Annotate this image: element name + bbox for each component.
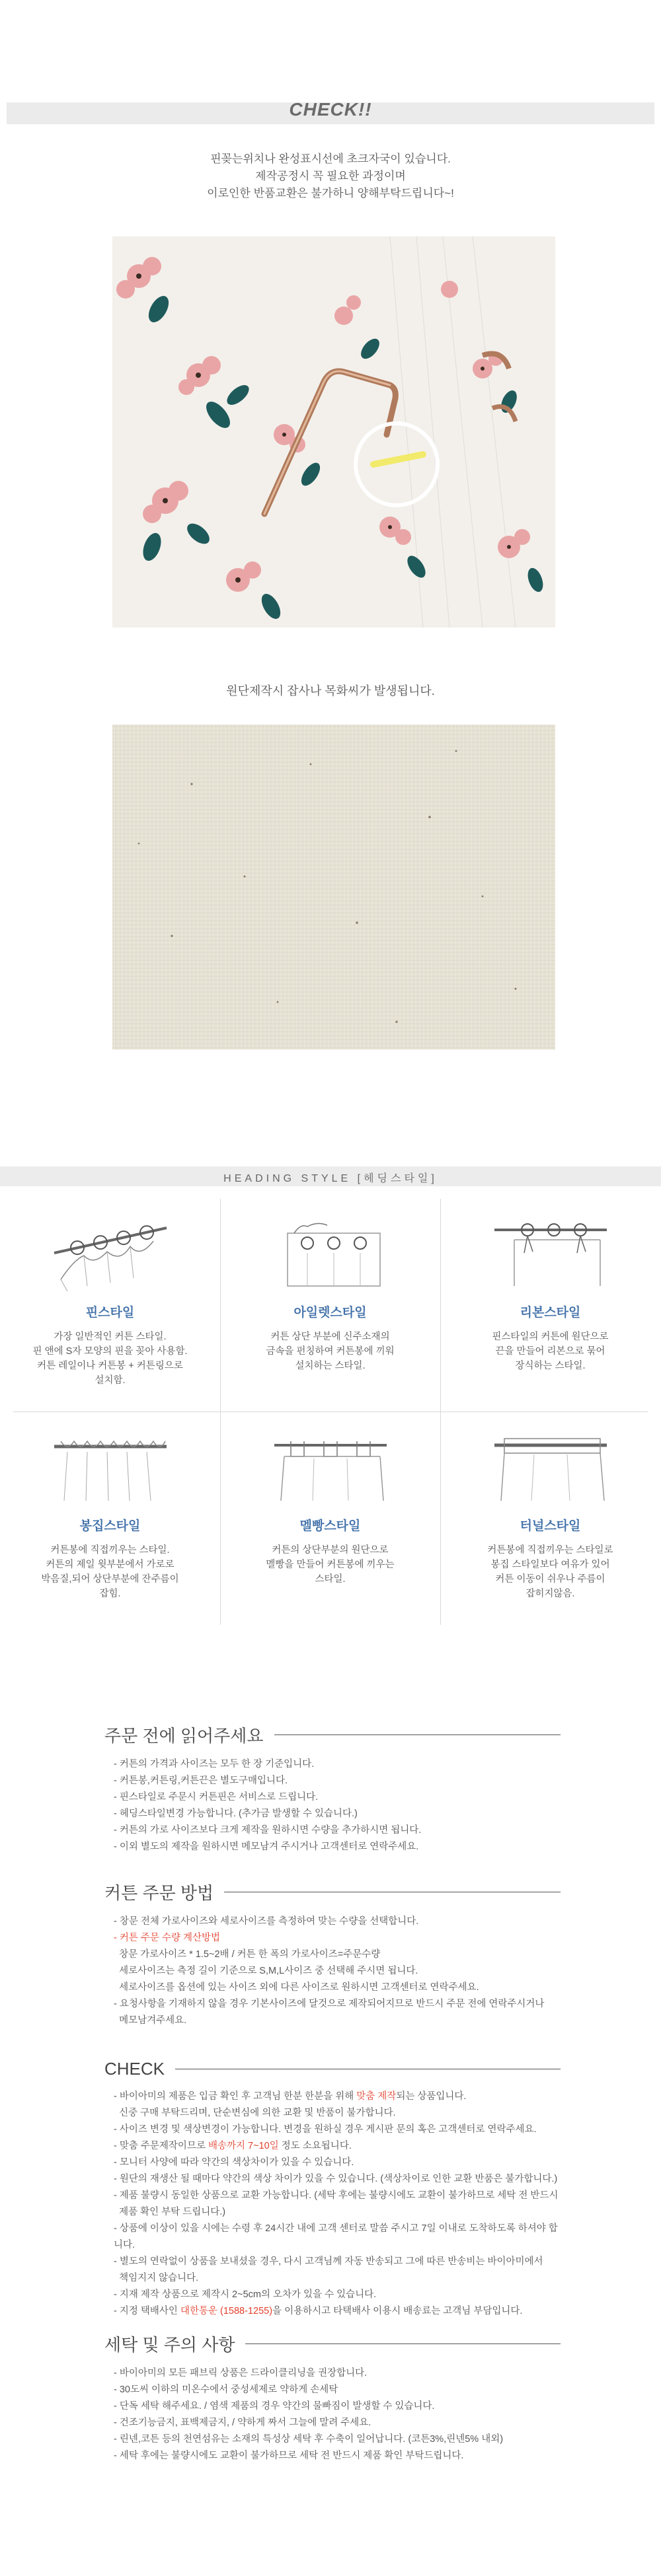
heading-style-card xyxy=(0,1412,220,1625)
heading-style-desc xyxy=(465,1543,637,1601)
section-list xyxy=(114,1914,561,2029)
info-line: - 별도의 연락없이 상품을 보내셨을 경우, 다시 고객님께 자동 반송되고 그에 따른 반송비는 바이아미에서 xyxy=(114,2256,543,2267)
desc-line: 커튼의 제일 윗부분에서 가로로 xyxy=(46,1559,175,1570)
section-heading xyxy=(104,1723,561,1747)
desc-line: 잡힘. xyxy=(99,1589,121,1599)
desc-line: 핀스타일의 커튼에 원단으로 xyxy=(492,1332,609,1342)
info-line: - 단독 세탁 해주세요. / 염색 제품의 경우 약간의 물빠짐이 발생할 수 있습니다. xyxy=(114,2401,435,2412)
desc-line: 커튼 이동이 쉬우나 주름이 xyxy=(495,1574,605,1585)
section-heading xyxy=(104,2332,561,2356)
info-line: - 건조기능금지, 표백제금지, / 약하게 짜서 그늘에 말려 주세요. xyxy=(114,2417,371,2428)
info-text: 을 이용하시고 타택배사 이용시 배송료는 고객님 부담입니다. xyxy=(272,2306,523,2316)
pin-style-icon xyxy=(48,1213,173,1293)
check-line: 이로인한 반품교환은 불가하니 양해부탁드립니다~! xyxy=(207,187,454,199)
info-line: - 이외 별도의 제작을 원하시면 메모남겨 주시거나 고객센터로 연락주세요. xyxy=(114,1842,419,1852)
heading-style-desc xyxy=(465,1330,637,1373)
info-text: - 바이아미의 제품은 입금 확인 후 고객님 한분 한분을 위해 xyxy=(114,2091,357,2102)
info-line: - 린넨,코튼 등의 천연섬유는 소재의 특성상 세탁 후 수축이 일어납니다. (코튼3%,린넨5% 내외) xyxy=(114,2434,504,2445)
info-line xyxy=(114,2138,561,2155)
heading-style-card xyxy=(440,1412,660,1625)
heading-style-name: 터널스타일 xyxy=(520,1519,581,1533)
info-line: - 모니터 사양에 따라 약간의 색상차이가 있을 수 있습니다. xyxy=(114,2157,354,2168)
desc-line: 설치함. xyxy=(95,1375,126,1386)
info-line: - 세탁 후에는 불량시에도 교환이 불가하므로 세탁 전 반드시 제품 확인 부탁드립니다. xyxy=(114,2451,464,2461)
info-line: - 원단의 재생산 될 때마다 약간의 색상 차이가 있을 수 있습니다. (색상차이로 인한 교환 반품은 불가합니다.) xyxy=(114,2174,558,2184)
ribbon-style-icon xyxy=(488,1213,613,1293)
info-line xyxy=(114,2303,561,2320)
tab-top-style-icon xyxy=(268,1427,393,1506)
section-list xyxy=(114,2089,561,2320)
tunnel-style-icon xyxy=(488,1427,613,1506)
desc-line: 커튼의 상단부분의 원단으로 xyxy=(272,1545,389,1556)
info-text: 정도 소요됩니다. xyxy=(278,2141,352,2151)
heading-style-desc xyxy=(245,1543,416,1587)
heading-style-name: 리본스타일 xyxy=(520,1306,581,1320)
info-line: 세로사이즈는 측정 길이 기준으로 S,M,L사이즈 중 선택해 주시면 됩니다. xyxy=(114,1966,418,1976)
desc-line: 커튼 상단 부분에 신주소재의 xyxy=(270,1332,390,1342)
heading-style-name: 아일렛스타일 xyxy=(293,1306,367,1320)
info-line: - 커튼 주문 수량 계산방법 xyxy=(114,1933,221,1943)
info-text: 되는 상품입니다. xyxy=(396,2091,467,2102)
info-line: 신중 구매 부탁드리며, 단순변심에 의한 교환 및 반품이 불가합니다. xyxy=(114,2108,396,2118)
info-line: - 핀스타일로 주문시 커튼핀은 서비스로 드립니다. xyxy=(114,1792,319,1803)
heading-style-card xyxy=(220,1199,440,1412)
highlight-text: 맞춤 제작 xyxy=(356,2091,397,2102)
desc-line: 장식하는 스타일. xyxy=(515,1361,586,1371)
info-text: - 맞춤 주문제작이므로 xyxy=(114,2141,208,2151)
info-line: - 지재 제작 상품으로 제작시 2~5cm의 오차가 있을 수 있습니다. xyxy=(114,2289,377,2300)
heading-style-grid xyxy=(0,1199,661,1625)
desc-line: 커튼봉에 직접끼우는 스타일로 xyxy=(487,1545,613,1556)
photo-caption: 원단제작시 잡사나 목화씨가 발생됩니다. xyxy=(226,684,435,698)
info-line: - 커튼봉,커튼링,커튼끈은 별도구매입니다. xyxy=(114,1775,288,1786)
check-title: CHECK!! xyxy=(289,99,372,120)
info-line: - 창문 전체 가로사이즈와 세로사이즈를 측정하여 맞는 수량을 선택합니다. xyxy=(114,1916,419,1927)
desc-line: 봉집 스타일보다 여유가 있어 xyxy=(490,1559,610,1570)
info-line: - 요청사항을 기재하지 않을 경우 기본사이즈에 달것으로 제작되어지므로 반드시 주문 전에 연락주시거나 xyxy=(114,1999,545,2009)
highlight-text: 배송까지 7~10일 xyxy=(208,2141,279,2151)
section-title: 세탁 및 주의 사항 xyxy=(104,2335,235,2355)
rod-pocket-style-icon xyxy=(48,1427,173,1506)
info-line: 메모남겨주세요. xyxy=(114,2015,187,2026)
desc-line: 가장 일반적인 커튼 스타일. xyxy=(54,1332,167,1342)
desc-line: 박음질,되어 상단부분에 잔주름이 xyxy=(41,1574,179,1585)
highlight-text: 대한통운 (1588-1255) xyxy=(180,2306,273,2316)
desc-line: 커튼 레일이나 커튼봉 + 커튼링으로 xyxy=(37,1361,183,1371)
section-title: 주문 전에 읽어주세요 xyxy=(104,1726,264,1746)
desc-line: 커튼봉에 직접끼우는 스타일. xyxy=(50,1545,170,1556)
section-read-before-order xyxy=(104,1723,561,1855)
desc-line: 멜빵을 만들어 커튼봉에 끼우는 xyxy=(266,1559,395,1570)
section-heading xyxy=(104,2059,561,2079)
info-line: 책임지지 않습니다. xyxy=(114,2273,199,2283)
check-line: 제작공정시 꼭 필요한 과정이며 xyxy=(255,170,406,182)
info-line: - 헤딩스타일변경 가능합니다. (추가금 발생할 수 있습니다.) xyxy=(114,1808,358,1819)
section-order-method xyxy=(104,1880,561,2029)
info-line: - 커튼의 가로 사이즈보다 크게 제작을 원하시면 수량을 추가하시면 됩니다. xyxy=(114,1825,422,1836)
fabric-texture-photo xyxy=(112,725,555,1050)
info-line: - 바이아미의 모든 패브릭 상품은 드라이클리닝을 권장합니다. xyxy=(114,2368,368,2379)
heading-style-card xyxy=(440,1199,660,1412)
heading-style-title: HEADING STYLE [헤딩스타일] xyxy=(223,1173,438,1184)
desc-line: 설치하는 스타일. xyxy=(295,1361,366,1371)
heading-style-desc xyxy=(24,1330,196,1388)
heading-style-card xyxy=(0,1199,220,1412)
section-title: CHECK xyxy=(104,2059,165,2079)
section-list xyxy=(114,1756,561,1855)
desc-line: 핀 앤에 S자 모양의 핀을 꽂아 사용함. xyxy=(32,1346,188,1357)
info-line: - 상품에 이상이 있을 시에는 수령 후 24시간 내에 고객 센터로 말씀 주시고 7일 이내로 도착하도록 하셔야 합니다. xyxy=(114,2223,558,2250)
heading-style-name: 핀스타일 xyxy=(85,1306,135,1320)
info-line: 세로사이즈를 옵션에 있는 사이즈 외에 다른 사이즈로 원하시면 고객센터로 연락주세요. xyxy=(114,1982,479,1993)
heading-style-name: 멜빵스타일 xyxy=(299,1519,361,1533)
section-list xyxy=(114,2365,561,2464)
section-check xyxy=(104,2059,561,2320)
check-line: 핀꽂는위치나 완성표시선에 초크자국이 있습니다. xyxy=(210,153,451,165)
eyelet-style-icon xyxy=(268,1213,393,1293)
section-care xyxy=(104,2332,561,2464)
heading-style-name: 봉집스타일 xyxy=(79,1519,141,1533)
section-title: 커튼 주문 방법 xyxy=(104,1883,214,1903)
check-notice xyxy=(0,151,661,202)
fabric-pin-photo xyxy=(112,236,555,627)
heading-style-card xyxy=(220,1412,440,1625)
info-line xyxy=(114,2089,561,2105)
info-line: - 커튼의 가격과 사이즈는 모두 한 장 기준입니다. xyxy=(114,1759,315,1770)
desc-line: 금속을 펀칭하여 커튼봉에 끼워 xyxy=(266,1346,395,1357)
info-text: - 지정 택배사인 xyxy=(114,2306,180,2316)
section-rule xyxy=(245,2343,561,2344)
section-heading xyxy=(104,1880,561,1904)
info-line: - 제품 불량시 동일한 상품으로 교환 가능합니다. (세탁 후에는 불량시에도 교환이 불가하므로 세탁 전 반드시 xyxy=(114,2190,559,2201)
desc-line: 잡히지않음. xyxy=(525,1589,575,1599)
desc-line: 끈을 만들어 리본으로 묶어 xyxy=(495,1346,605,1357)
info-line: 창문 가로사이즈 * 1.5~2배 / 커튼 한 폭의 가로사이즈=주문수량 xyxy=(114,1949,381,1960)
info-line: - 30도씨 이하의 미온수에서 중성세제로 약하게 손세탁 xyxy=(114,2384,338,2395)
info-line: - 사이즈 변경 및 색상변경이 가능합니다. 변경을 원하실 경우 게시판 문의 혹은 고객센터로 연락주세요. xyxy=(114,2124,537,2135)
info-line: 제품 확인 부탁 드립니다.) xyxy=(114,2207,226,2217)
desc-line: 스타일. xyxy=(315,1574,346,1585)
heading-style-desc xyxy=(245,1330,416,1373)
heading-style-desc xyxy=(24,1543,196,1601)
